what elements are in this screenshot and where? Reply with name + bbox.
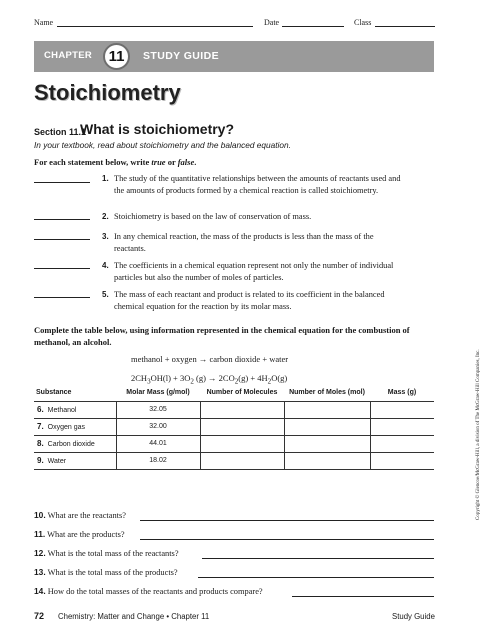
answer-line-10[interactable] [140, 520, 434, 521]
section-title: What is stoichiometry? [80, 121, 235, 137]
section-intro: In your textbook, read about stoichiometry and the balanced equation. [34, 140, 291, 150]
table-row [34, 435, 434, 452]
table-row [34, 418, 434, 435]
mass-input-cell[interactable] [370, 401, 434, 418]
statement-text: Stoichiometry is based on the law of conservation of mass. [114, 212, 312, 221]
column-header: Molar Mass (g/mol) [116, 387, 200, 401]
column-header: Number of Molecules [200, 387, 284, 401]
chapter-label: CHAPTER [44, 50, 93, 61]
answer-blank-2[interactable] [34, 219, 90, 220]
molar-mass-cell: 32.00 [116, 418, 200, 435]
name-label: Name [34, 18, 54, 27]
statement-number: 4. [102, 261, 109, 270]
date-field[interactable] [282, 26, 344, 27]
statement-text: In any chemical reaction, the mass of the products is less than the mass of the reactants. [114, 232, 374, 253]
molecules-input-cell[interactable] [200, 452, 284, 469]
statement-number: 2. [102, 212, 109, 221]
study-guide-label: STUDY GUIDE [143, 50, 219, 62]
class-field[interactable] [375, 26, 435, 27]
answer-blank-4[interactable] [34, 268, 90, 269]
footer-center-text: Chemistry: Matter and Change • Chapter 11 [58, 612, 210, 621]
substance-cell: 7. Oxygen gas [34, 418, 116, 435]
statement-text: The coefficients in a chemical equation represent not only the number of individual particles but also the number of moles of particles. [114, 261, 394, 282]
moles-input-cell[interactable] [284, 435, 370, 452]
molar-mass-cell: 18.02 [116, 452, 200, 469]
page-title: Stoichiometry [34, 80, 181, 105]
molecules-input-cell[interactable] [200, 401, 284, 418]
page-number: 72 [34, 611, 45, 621]
substance-cell: 9. Water [34, 452, 116, 469]
word-equation: methanol + oxygen → carbon dioxide + water [131, 354, 289, 364]
chemical-equation: $2CH_3OH(l) + 3O_2$ $(g) \to 2CO_2(g) + 4H_2O(g)$ [131, 373, 288, 386]
chapter-banner [34, 41, 434, 72]
date-label: Date [264, 18, 280, 27]
statement-text: The mass of each reactant and product is related to its coefficient in the balanced chemical equation for the reaction by its molar mass. [114, 290, 385, 311]
table-row [34, 401, 434, 418]
column-header: Number of Moles (mol) [284, 387, 370, 401]
substance-cell: 8. Carbon dioxide [34, 435, 116, 452]
column-header: Substance [34, 387, 116, 401]
moles-input-cell[interactable] [284, 452, 370, 469]
molecules-input-cell[interactable] [200, 435, 284, 452]
copyright-notice: Copyright © Glencoe/McGraw-Hill, a division of The McGraw-Hill Companies, Inc. [476, 349, 481, 520]
statement-number: 1. [102, 174, 109, 183]
answer-line-13[interactable] [198, 577, 434, 578]
statement-text: The study of the quantitative relationships between the amounts of reactants used and the amounts of products formed by a chemical reaction is called stoichiometry. [114, 174, 401, 195]
statement-number: 3. [102, 232, 109, 241]
column-header: Mass (g) [370, 387, 434, 401]
moles-input-cell[interactable] [284, 418, 370, 435]
answer-blank-5[interactable] [34, 297, 90, 298]
molecules-input-cell[interactable] [200, 418, 284, 435]
chapter-number: 11 [103, 43, 130, 70]
answer-blank-1[interactable] [34, 182, 90, 183]
answer-line-14[interactable] [292, 596, 434, 597]
question-item: 10. What are the reactants? [34, 510, 126, 520]
answer-line-11[interactable] [140, 539, 434, 540]
table-instructions: Complete the table below, using information represented in the chemical equation for the combustion of methanol, an alcohol. [34, 325, 410, 347]
molar-mass-cell: 44.01 [116, 435, 200, 452]
name-field[interactable] [57, 26, 253, 27]
methanol-combustion-table [34, 387, 434, 470]
question-item: 13. What is the total mass of the products? [34, 567, 178, 577]
statement-number: 5. [102, 290, 109, 299]
table-header-row [34, 387, 434, 401]
true-false-instructions: For each statement below, write true or false. [34, 157, 197, 167]
moles-input-cell[interactable] [284, 401, 370, 418]
question-item: 12. What is the total mass of the reactants? [34, 548, 179, 558]
class-label: Class [354, 18, 372, 27]
footer-right-text: Study Guide [392, 612, 435, 621]
mass-input-cell[interactable] [370, 435, 434, 452]
table-row [34, 452, 434, 469]
molar-mass-cell: 32.05 [116, 401, 200, 418]
section-number: Section 11.1 [34, 127, 87, 137]
question-item: 14. How do the total masses of the reactants and products compare? [34, 586, 263, 596]
mass-input-cell[interactable] [370, 452, 434, 469]
answer-blank-3[interactable] [34, 239, 90, 240]
answer-line-12[interactable] [202, 558, 434, 559]
substance-cell: 6. Methanol [34, 401, 116, 418]
question-item: 11. What are the products? [34, 529, 125, 539]
mass-input-cell[interactable] [370, 418, 434, 435]
